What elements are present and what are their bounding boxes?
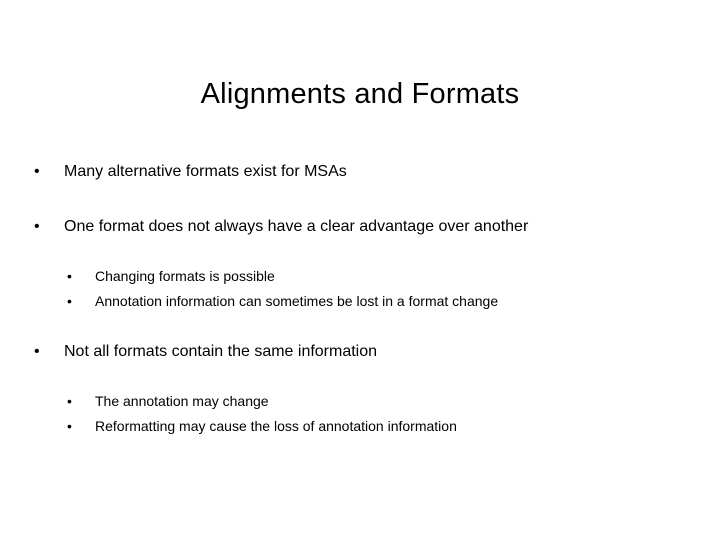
bullet-dot-icon: • [34, 343, 40, 360]
sub-bullet-dot-icon: • [67, 393, 72, 409]
sub-bullet-dot-icon: • [67, 418, 72, 434]
sub-bullet-text: Reformatting may cause the loss of annotation information [95, 418, 457, 434]
sub-bullet-dot-icon: • [67, 293, 72, 309]
sub-bullet-dot-icon: • [67, 268, 72, 284]
bullet-dot-icon: • [34, 218, 40, 235]
sub-bullet-text: The annotation may change [95, 393, 269, 409]
bullet-text: Not all formats contain the same information [64, 343, 378, 360]
bullet-dot-icon: • [34, 163, 40, 180]
slide-title: Alignments and Formats [200, 78, 520, 110]
sub-bullet-text: Changing formats is possible [95, 268, 275, 284]
sub-bullet-text: Annotation information can sometimes be lost in a format change [95, 293, 499, 309]
bullet-text: Many alternative formats exist for MSAs [64, 163, 347, 180]
bullet-text: One format does not always have a clear advantage over another [64, 218, 529, 235]
